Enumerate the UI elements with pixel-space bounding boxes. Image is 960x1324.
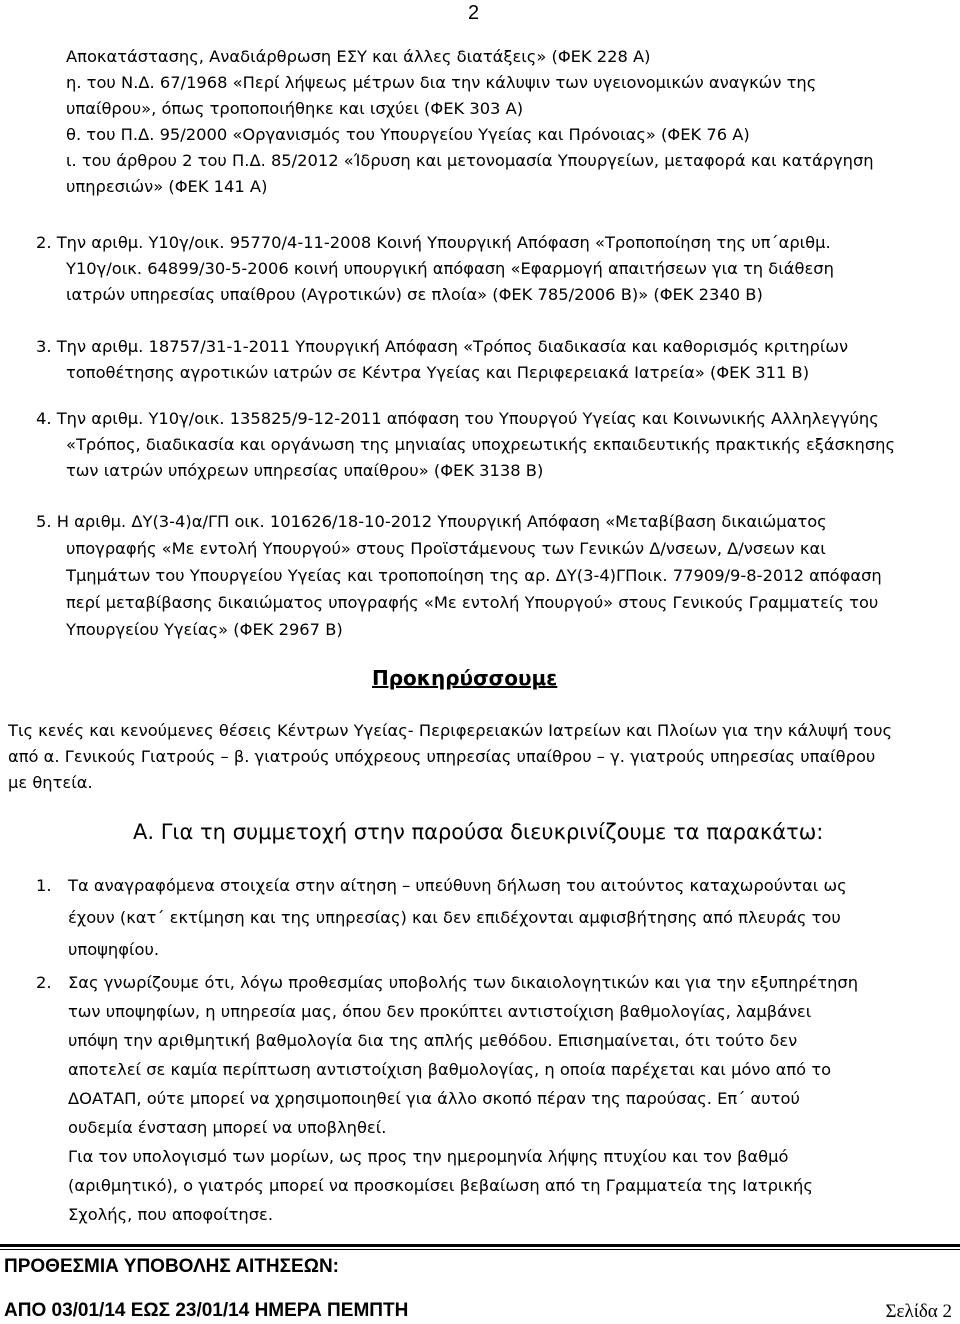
proclamation-heading: Προκηρύσσουμε <box>372 666 558 690</box>
reference-item-line: περί μεταβίβασης δικαιώματος υπογραφής «Με εντολή Υπουργού» στους Γενικούς Γραμματείς του <box>66 593 879 612</box>
reference-item-line: υπογραφής «Με εντολή Υπουργού» στους Προϊστάμενους των Γενικών Δ/νσεων, Δ/νσεων και <box>66 539 826 558</box>
point-2 <box>36 968 952 1229</box>
reference-item-line: 2. Την αριθμ. Υ10γ/οικ. 95770/4-11-2008 Κοινή Υπουργική Απόφαση «Τροποποίηση της υπ΄αριθμ. <box>36 233 831 252</box>
reference-item-5 <box>36 508 952 643</box>
point-line: αποτελεί σε καμία περίπτωση αντιστοίχιση βαθμολογίας, η οποία παρέχεται και μόνο από το <box>68 1060 832 1079</box>
reference-item-line: των ιατρών υπόχρεων υπηρεσίας υπαίθρου» (ΦΕΚ 3138 Β) <box>66 461 544 480</box>
reference-line: ι. του άρθρου 2 του Π.Δ. 85/2012 «Ίδρυση και μετονομασία Υπουργείων, μεταφορά και κατάργηση <box>66 151 874 170</box>
reference-item-3 <box>36 334 952 386</box>
point-line: έχουν (κατ΄ εκτίμηση και της υπηρεσίας) και δεν επιδέχονται αμφισβήτησης από πλευράς του <box>68 908 841 927</box>
reference-line: θ. του Π.Δ. 95/2000 «Οργανισμός του Υπουργείου Υγείας και Πρόνοιας» (ΦΕΚ 76 Α) <box>66 125 750 144</box>
point-line: υποψηφίου. <box>68 940 160 959</box>
footer-divider-thin <box>0 1249 960 1250</box>
reference-line: Αποκατάστασης, Αναδιάρθρωση ΕΣΥ και άλλες διατάξεις» (ΦΕΚ 228 Α) <box>66 47 651 66</box>
point-line: ΔΟΑΤΑΠ, ούτε μπορεί να χρησιμοποιηθεί για άλλο σκοπό πέραν της παρούσας. Επ΄ αυτού <box>68 1089 800 1108</box>
point-line: (αριθμητικό), ο γιατρός μπορεί να προσκομίσει βεβαίωση από τη Γραμματεία της Ιατρικής <box>68 1176 813 1195</box>
point-line: Για τον υπολογισμό των μορίων, ως προς την ημερομηνία λήψης πτυχίου και τον βαθμό <box>68 1147 789 1166</box>
reference-item-line: Υ10γ/οικ. 64899/30-5-2006 κοινή υπουργική απόφαση «Εφαρμογή απαιτήσεων για τη διάθεση <box>66 259 834 278</box>
deadline-dates: ΑΠΟ 03/01/14 ΕΩΣ 23/01/14 ΗΜΕΡΑ ΠΕΜΠΤΗ <box>4 1300 409 1321</box>
footer-divider <box>0 1244 960 1247</box>
point-line: ουδεμία ένσταση μπορεί να υποβληθεί. <box>68 1118 387 1137</box>
reference-item-line: «Τρόπος, διαδικασία και οργάνωση της μηνιαίας υποχρεωτικής εκπαιδευτικής πρακτικής εξάσκησης <box>66 435 896 454</box>
reference-item-line: 5. Η αριθμ. ΔΥ(3-4)α/ΓΠ οικ. 101626/18-10-2012 Υπουργική Απόφαση «Μεταβίβαση δικαιώματος <box>36 512 827 531</box>
intro-line: από α. Γενικούς Γιατρούς – β. γιατρούς υπόχρεους υπηρεσίας υπαίθρου – γ. γιατρούς υπηρεσίας υπαίθρου <box>8 747 876 766</box>
point-line: Τα αναγραφόμενα στοιχεία στην αίτηση – υπεύθυνη δήλωση του αιτούντος καταχωρούνται ως <box>68 876 847 895</box>
intro-paragraph <box>8 718 943 796</box>
intro-line: με θητεία. <box>8 773 93 792</box>
legal-references-list <box>66 44 936 200</box>
reference-line: υπηρεσιών» (ΦΕΚ 141 Α) <box>66 177 268 196</box>
deadline-label: ΠΡΟΘΕΣΜΙΑ ΥΠΟΒΟΛΗΣ ΑΙΤΗΣΕΩΝ: <box>4 1256 340 1277</box>
point-1 <box>36 870 952 966</box>
reference-item-line: τοποθέτησης αγροτικών ιατρών σε Κέντρα Υγείας και Περιφερειακά Ιατρεία» (ΦΕΚ 311 Β) <box>66 363 810 382</box>
reference-line: η. του Ν.Δ. 67/1968 «Περί λήψεως μέτρων δια την κάλυψιν των υγειονομικών αναγκών της <box>66 73 817 92</box>
page-label: Σελίδα 2 <box>885 1301 952 1322</box>
point-line: Σας γνωρίζουμε ότι, λόγω προθεσμίας υποβολής των δικαιολογητικών και για την εξυπηρέτηση <box>68 973 859 992</box>
reference-item-line: ιατρών υπηρεσίας υπαίθρου (Αγροτικών) σε πλοία» (ΦΕΚ 785/2006 Β)» (ΦΕΚ 2340 Β) <box>66 285 763 304</box>
page-number: 2 <box>468 2 480 24</box>
reference-item-line: 4. Την αριθμ. Υ10γ/οικ. 135825/9-12-2011 απόφαση του Υπουργού Υγείας και Κοινωνικής Αλληλεγγύης <box>36 409 879 428</box>
point-line: Σχολής, που αποφοίτησε. <box>68 1205 273 1224</box>
reference-item-line: Υπουργείου Υγείας» (ΦΕΚ 2967 Β) <box>66 620 343 639</box>
point-number: 2. <box>36 973 52 992</box>
reference-item-line: Τμημάτων του Υπουργείου Υγείας και τροποποίηση της αρ. ΔΥ(3-4)ΓΠοικ. 77909/9-8-2012 απόφαση <box>66 566 882 585</box>
reference-item-4 <box>36 406 952 484</box>
point-line: υπόψη την αριθμητική βαθμολογία δια της απλής μεθόδου. Επισημαίνεται, ότι τούτο δεν <box>68 1031 798 1050</box>
point-line: των υποψηφίων, η υπηρεσία μας, όπου δεν προκύπτει αντιστοίχιση βαθμολογίας, λαμβάνει <box>68 1002 812 1021</box>
reference-item-line: 3. Την αριθμ. 18757/31-1-2011 Υπουργική Απόφαση «Τρόπος διαδικασία και καθορισμός κριτηρίων <box>36 337 849 356</box>
reference-item-2 <box>36 230 952 308</box>
intro-line: Τις κενές και κενούμενες θέσεις Κέντρων Υγείας- Περιφερειακών Ιατρείων και Πλοίων για την κάλυψή τους <box>8 721 893 740</box>
reference-line: υπαίθρου», όπως τροποποιήθηκε και ισχύει (ΦΕΚ 303 Α) <box>66 99 524 118</box>
point-number: 1. <box>36 876 52 895</box>
section-a-title: Α. Για τη συμμετοχή στην παρούσα διευκρινίζουμε τα παρακάτω: <box>133 820 824 844</box>
